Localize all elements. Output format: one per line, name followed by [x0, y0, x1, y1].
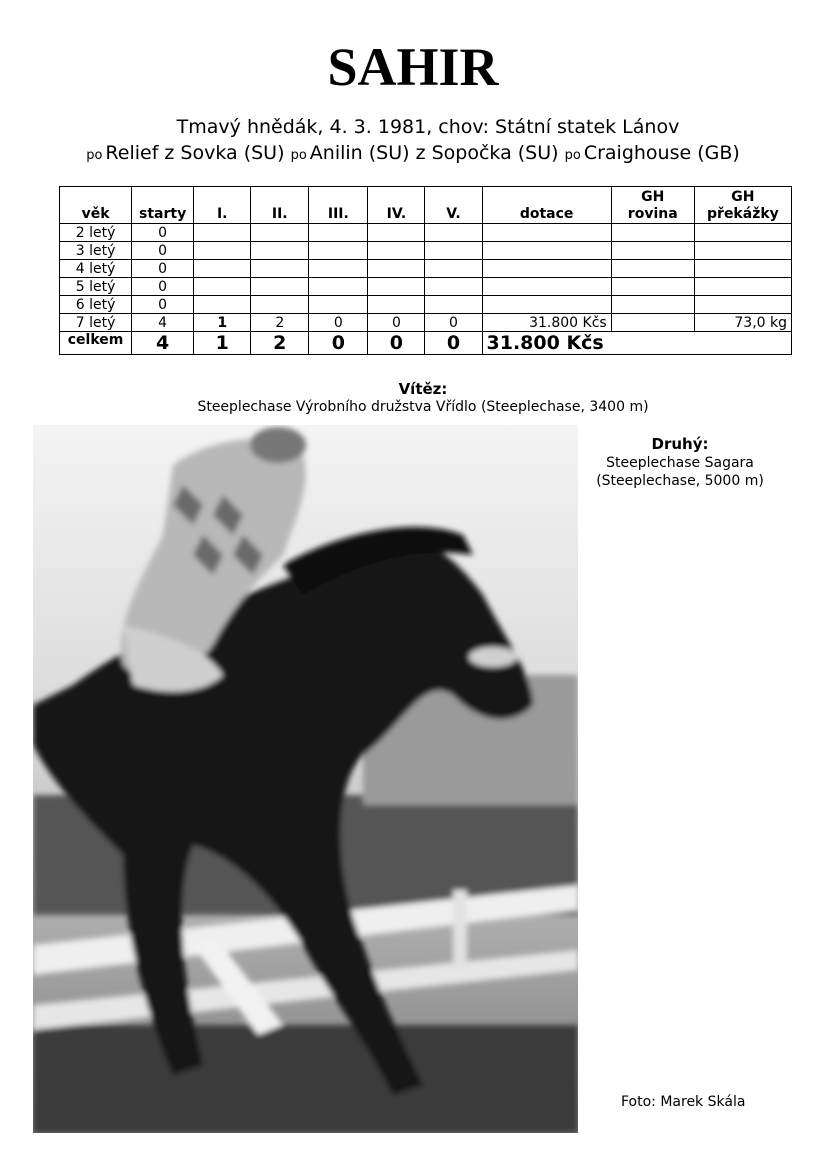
cell-p5 [425, 242, 482, 260]
cell-p2 [251, 242, 309, 260]
cell-p2 [251, 260, 309, 278]
cell-p3 [309, 260, 368, 278]
total-prize: 31.800 Kčs [482, 332, 791, 355]
cell-gh_flat [611, 260, 694, 278]
cell-prize [482, 224, 611, 242]
cell-starts: 0 [132, 278, 194, 296]
cell-p3 [309, 296, 368, 314]
cell-gh_jump [694, 224, 791, 242]
sire-symbol: po [86, 148, 103, 163]
table-row [60, 296, 792, 314]
table-row [60, 278, 792, 296]
photo-credit: Foto: Marek Skála [621, 1094, 746, 1110]
cell-p4 [368, 296, 425, 314]
cell-gh_jump: 73,0 kg [694, 314, 791, 332]
cell-p3 [309, 242, 368, 260]
cell-p4 [368, 224, 425, 242]
horse-info: Tmavý hnědák, 4. 3. 1981, chov: Státní statek Lánov [176, 116, 680, 138]
cell-age: 7 letý [60, 314, 132, 332]
cell-age: 3 letý [60, 242, 132, 260]
horse-jumping-photo [33, 425, 578, 1133]
cell-gh_flat [611, 296, 694, 314]
cell-gh_jump [694, 242, 791, 260]
header-second: II. [251, 187, 309, 224]
cell-gh_flat [611, 224, 694, 242]
cell-starts: 0 [132, 242, 194, 260]
cell-p5 [425, 278, 482, 296]
table-row [60, 224, 792, 242]
total-second: 2 [251, 332, 309, 355]
header-gh-jump: GH překážky [694, 187, 791, 224]
header-third: III. [309, 187, 368, 224]
cell-p1 [194, 296, 251, 314]
total-third: 0 [309, 332, 368, 355]
cell-p2 [251, 296, 309, 314]
header-fifth: V. [425, 187, 482, 224]
cell-p3 [309, 224, 368, 242]
total-label: celkem [60, 332, 132, 355]
total-fifth: 0 [425, 332, 482, 355]
table-header-row [60, 187, 792, 224]
second-race [590, 454, 770, 490]
cell-p1: 1 [194, 314, 251, 332]
winner-heading: Vítěz: [398, 380, 448, 398]
cell-p4 [368, 242, 425, 260]
cell-age: 4 letý [60, 260, 132, 278]
cell-p5 [425, 296, 482, 314]
damsire-text: Craighouse (GB) [583, 142, 740, 164]
cell-prize [482, 296, 611, 314]
cell-prize [482, 278, 611, 296]
cell-p1 [194, 242, 251, 260]
cell-p3: 0 [309, 314, 368, 332]
header-age: věk [60, 187, 132, 224]
total-first: 1 [194, 332, 251, 355]
table-row [60, 314, 792, 332]
header-prize: dotace [482, 187, 611, 224]
cell-gh_flat [611, 278, 694, 296]
cell-p5: 0 [425, 314, 482, 332]
dam-symbol: po [290, 148, 307, 163]
total-row [60, 332, 792, 355]
cell-gh_flat [611, 242, 694, 260]
cell-starts: 4 [132, 314, 194, 332]
cell-gh_jump [694, 296, 791, 314]
table-row [60, 242, 792, 260]
second-race-detail: (Steeplechase, 5000 m) [596, 473, 764, 489]
cell-p4: 0 [368, 314, 425, 332]
pedigree [0, 142, 826, 164]
cell-starts: 0 [132, 296, 194, 314]
cell-p5 [425, 260, 482, 278]
cell-p2: 2 [251, 314, 309, 332]
total-fourth: 0 [368, 332, 425, 355]
cell-p1 [194, 278, 251, 296]
cell-p1 [194, 260, 251, 278]
cell-p4 [368, 260, 425, 278]
table-row [60, 260, 792, 278]
second-race-name: Steeplechase Sagara [606, 455, 754, 471]
winner-race: Steeplechase Výrobního družstva Vřídlo (Steeplechase, 3400 m) [197, 399, 649, 415]
cell-prize: 31.800 Kčs [482, 314, 611, 332]
cell-age: 6 letý [60, 296, 132, 314]
cell-gh_jump [694, 278, 791, 296]
cell-gh_jump [694, 260, 791, 278]
cell-prize [482, 260, 611, 278]
cell-starts: 0 [132, 224, 194, 242]
cell-p5 [425, 224, 482, 242]
cell-prize [482, 242, 611, 260]
horse-name: SAHIR [327, 37, 499, 97]
header-starts: starty [132, 187, 194, 224]
cell-gh_flat [611, 314, 694, 332]
damsire-symbol: po [564, 148, 581, 163]
header-fourth: IV. [368, 187, 425, 224]
dam-text: Anilin (SU) z Sopočka (SU) [309, 142, 559, 164]
total-starts: 4 [132, 332, 194, 355]
cell-p4 [368, 278, 425, 296]
sire-text: Relief z Sovka (SU) [105, 142, 285, 164]
cell-p2 [251, 224, 309, 242]
race-statistics-table [59, 186, 792, 355]
second-heading: Druhý: [651, 435, 709, 453]
header-gh-flat: GH rovina [611, 187, 694, 224]
cell-p3 [309, 278, 368, 296]
cell-p1 [194, 224, 251, 242]
cell-starts: 0 [132, 260, 194, 278]
cell-p2 [251, 278, 309, 296]
cell-age: 2 letý [60, 224, 132, 242]
cell-age: 5 letý [60, 278, 132, 296]
header-first: I. [194, 187, 251, 224]
